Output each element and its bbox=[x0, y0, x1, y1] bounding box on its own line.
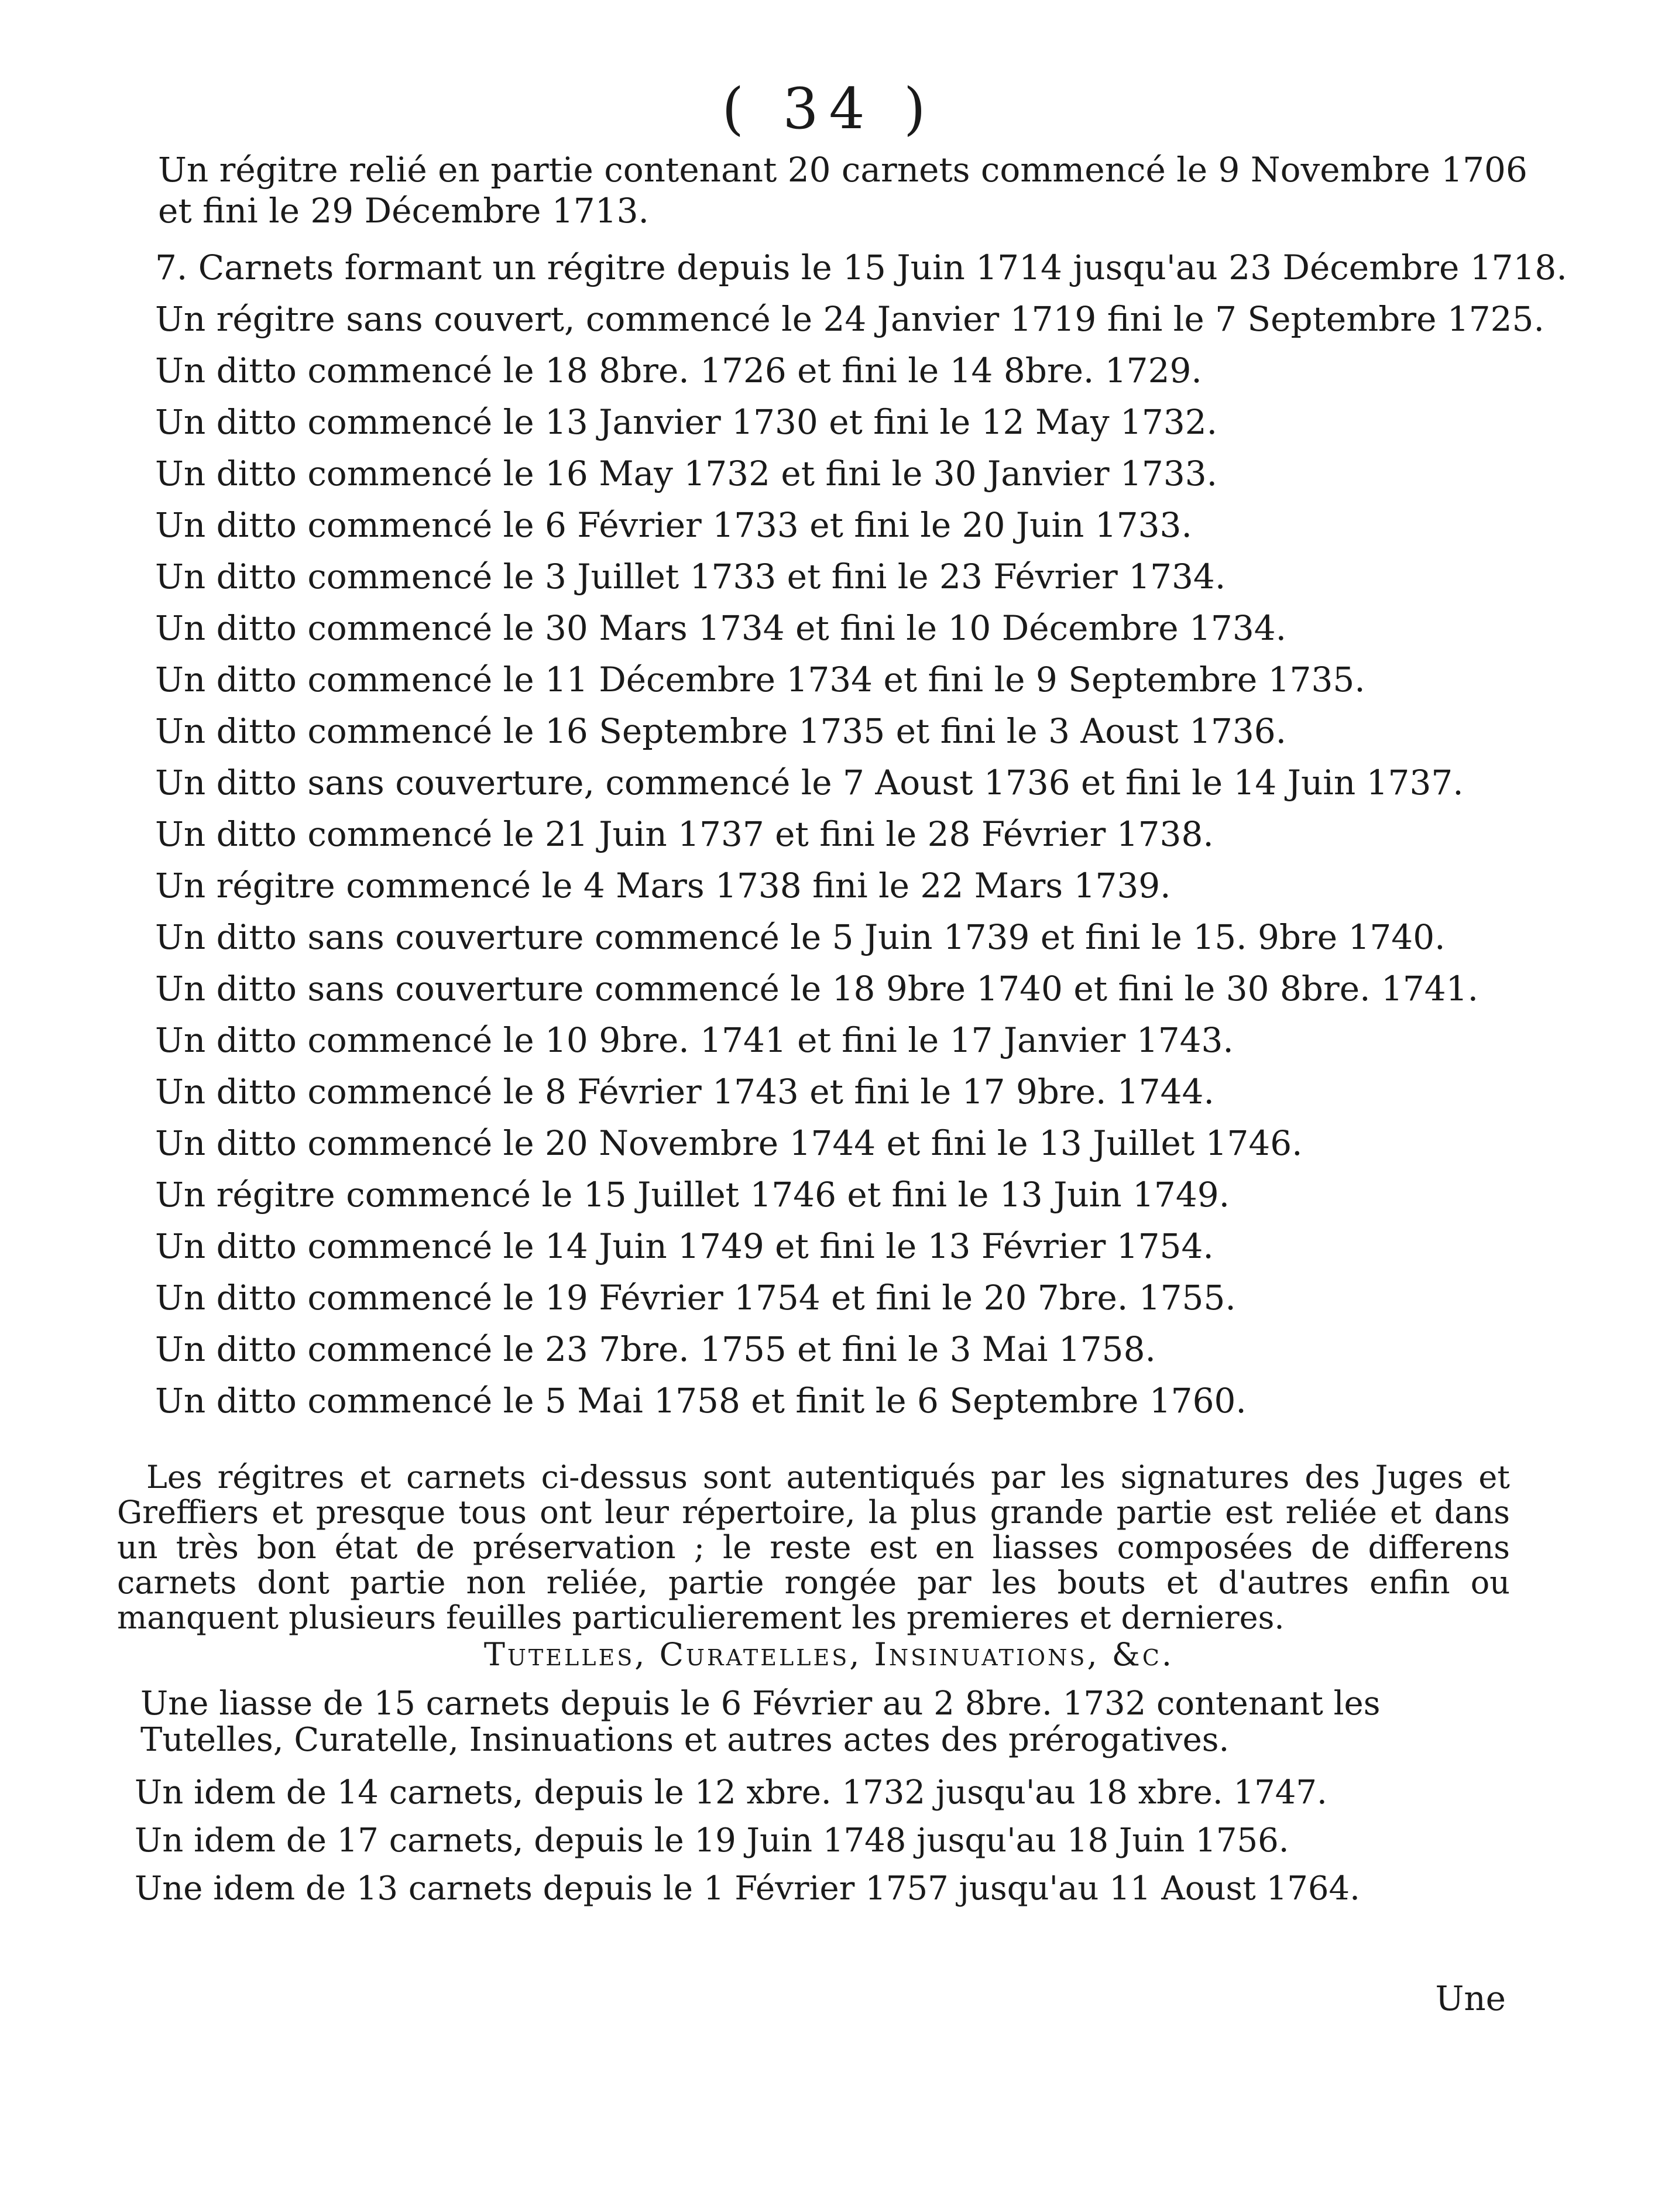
list-item: Un idem de 14 carnets, depuis le 12 xbre. 1732 jusqu'au 18 xbre. 1747. bbox=[135, 1774, 1327, 1812]
list-item: Un ditto commencé le 18 8bre. 1726 et fini le 14 8bre. 1729. bbox=[155, 351, 1202, 390]
list-item: Un régitre commencé le 4 Mars 1738 fini le 22 Mars 1739. bbox=[155, 866, 1171, 906]
page-number: ( 34 ) bbox=[722, 76, 936, 142]
list-item: Un ditto commencé le 10 9bre. 1741 et fini le 17 Janvier 1743. bbox=[155, 1020, 1234, 1060]
list-item: Un ditto commencé le 21 Juin 1737 et fini le 28 Février 1738. bbox=[155, 814, 1214, 854]
list-item: Un régitre commencé le 15 Juillet 1746 et fini le 13 Juin 1749. bbox=[155, 1175, 1230, 1215]
summary-paragraph: Les régitres et carnets ci-dessus sont autentiqués par les signatures des Juges et Greffiers et presque tous ont leur répertoire, la plus grande partie est reliée et dans un très bon état de préservation ; le reste est en liasses composées de differens carnets dont partie non reliée, partie rongée par les bouts et d'autres enfin ou manquent plusieurs feuilles particulierement les premieres et dernieres. bbox=[117, 1459, 1510, 1636]
list-item: Un ditto sans couverture, commencé le 7 Aoust 1736 et fini le 14 Juin 1737. bbox=[155, 763, 1464, 803]
list-item: Un ditto commencé le 13 Janvier 1730 et fini le 12 May 1732. bbox=[155, 402, 1218, 442]
list-item: Un ditto commencé le 11 Décembre 1734 et fini le 9 Septembre 1735. bbox=[155, 660, 1365, 699]
list-item: Un ditto commencé le 5 Mai 1758 et finit le 6 Septembre 1760. bbox=[155, 1381, 1247, 1421]
list-item: Un ditto commencé le 16 Septembre 1735 et fini le 3 Aoust 1736. bbox=[155, 711, 1287, 751]
list-item: Un ditto commencé le 6 Février 1733 et fini le 20 Juin 1733. bbox=[155, 505, 1192, 545]
list-item: Un ditto sans couverture commencé le 18 9bre 1740 et fini le 30 8bre. 1741. bbox=[155, 969, 1479, 1009]
list-item: Un ditto commencé le 14 Juin 1749 et fini le 13 Février 1754. bbox=[155, 1226, 1214, 1266]
catchword: Une bbox=[1435, 1978, 1506, 2018]
list-item: Un ditto commencé le 8 Février 1743 et fini le 17 9bre. 1744. bbox=[155, 1072, 1214, 1112]
list-item: Un ditto commencé le 23 7bre. 1755 et fini le 3 Mai 1758. bbox=[155, 1329, 1156, 1369]
list-item: Un idem de 17 carnets, depuis le 19 Juin 1748 jusqu'au 18 Juin 1756. bbox=[135, 1822, 1289, 1860]
register-list bbox=[117, 149, 1567, 1426]
list-item: Un ditto commencé le 3 Juillet 1733 et fini le 23 Février 1734. bbox=[155, 557, 1226, 596]
list-item: Un ditto commencé le 16 May 1732 et fini le 30 Janvier 1733. bbox=[155, 454, 1218, 493]
list-item: 7. Carnets formant un régitre depuis le 15 Juin 1714 jusqu'au 23 Décembre 1718. bbox=[155, 248, 1567, 287]
list-item: Un ditto commencé le 19 Février 1754 et fini le 20 7bre. 1755. bbox=[155, 1278, 1236, 1318]
tutelles-list bbox=[117, 1686, 1510, 1913]
list-item: Un ditto commencé le 30 Mars 1734 et fini le 10 Décembre 1734. bbox=[155, 608, 1287, 648]
section-heading: Tutelles, Curatelles, Insinuations, &c. bbox=[483, 1636, 1175, 1673]
list-item: Un ditto commencé le 20 Novembre 1744 et fini le 13 Juillet 1746. bbox=[155, 1123, 1303, 1163]
list-item: Une liasse de 15 carnets depuis le 6 Février au 2 8bre. 1732 contenant les Tutelles, Curatelle, Insinuations et autres actes des prérogatives. bbox=[140, 1685, 1381, 1759]
list-item: Un régitre relié en partie contenant 20 carnets commencé le 9 Novembre 1706 et fini le 29 Décembre 1713. bbox=[158, 150, 1527, 231]
list-item: Un ditto sans couverture commencé le 5 Juin 1739 et fini le 15. 9bre 1740. bbox=[155, 917, 1446, 957]
list-item: Un régitre sans couvert, commencé le 24 Janvier 1719 fini le 7 Septembre 1725. bbox=[155, 299, 1544, 339]
list-item: Une idem de 13 carnets depuis le 1 Février 1757 jusqu'au 11 Aoust 1764. bbox=[135, 1870, 1360, 1908]
